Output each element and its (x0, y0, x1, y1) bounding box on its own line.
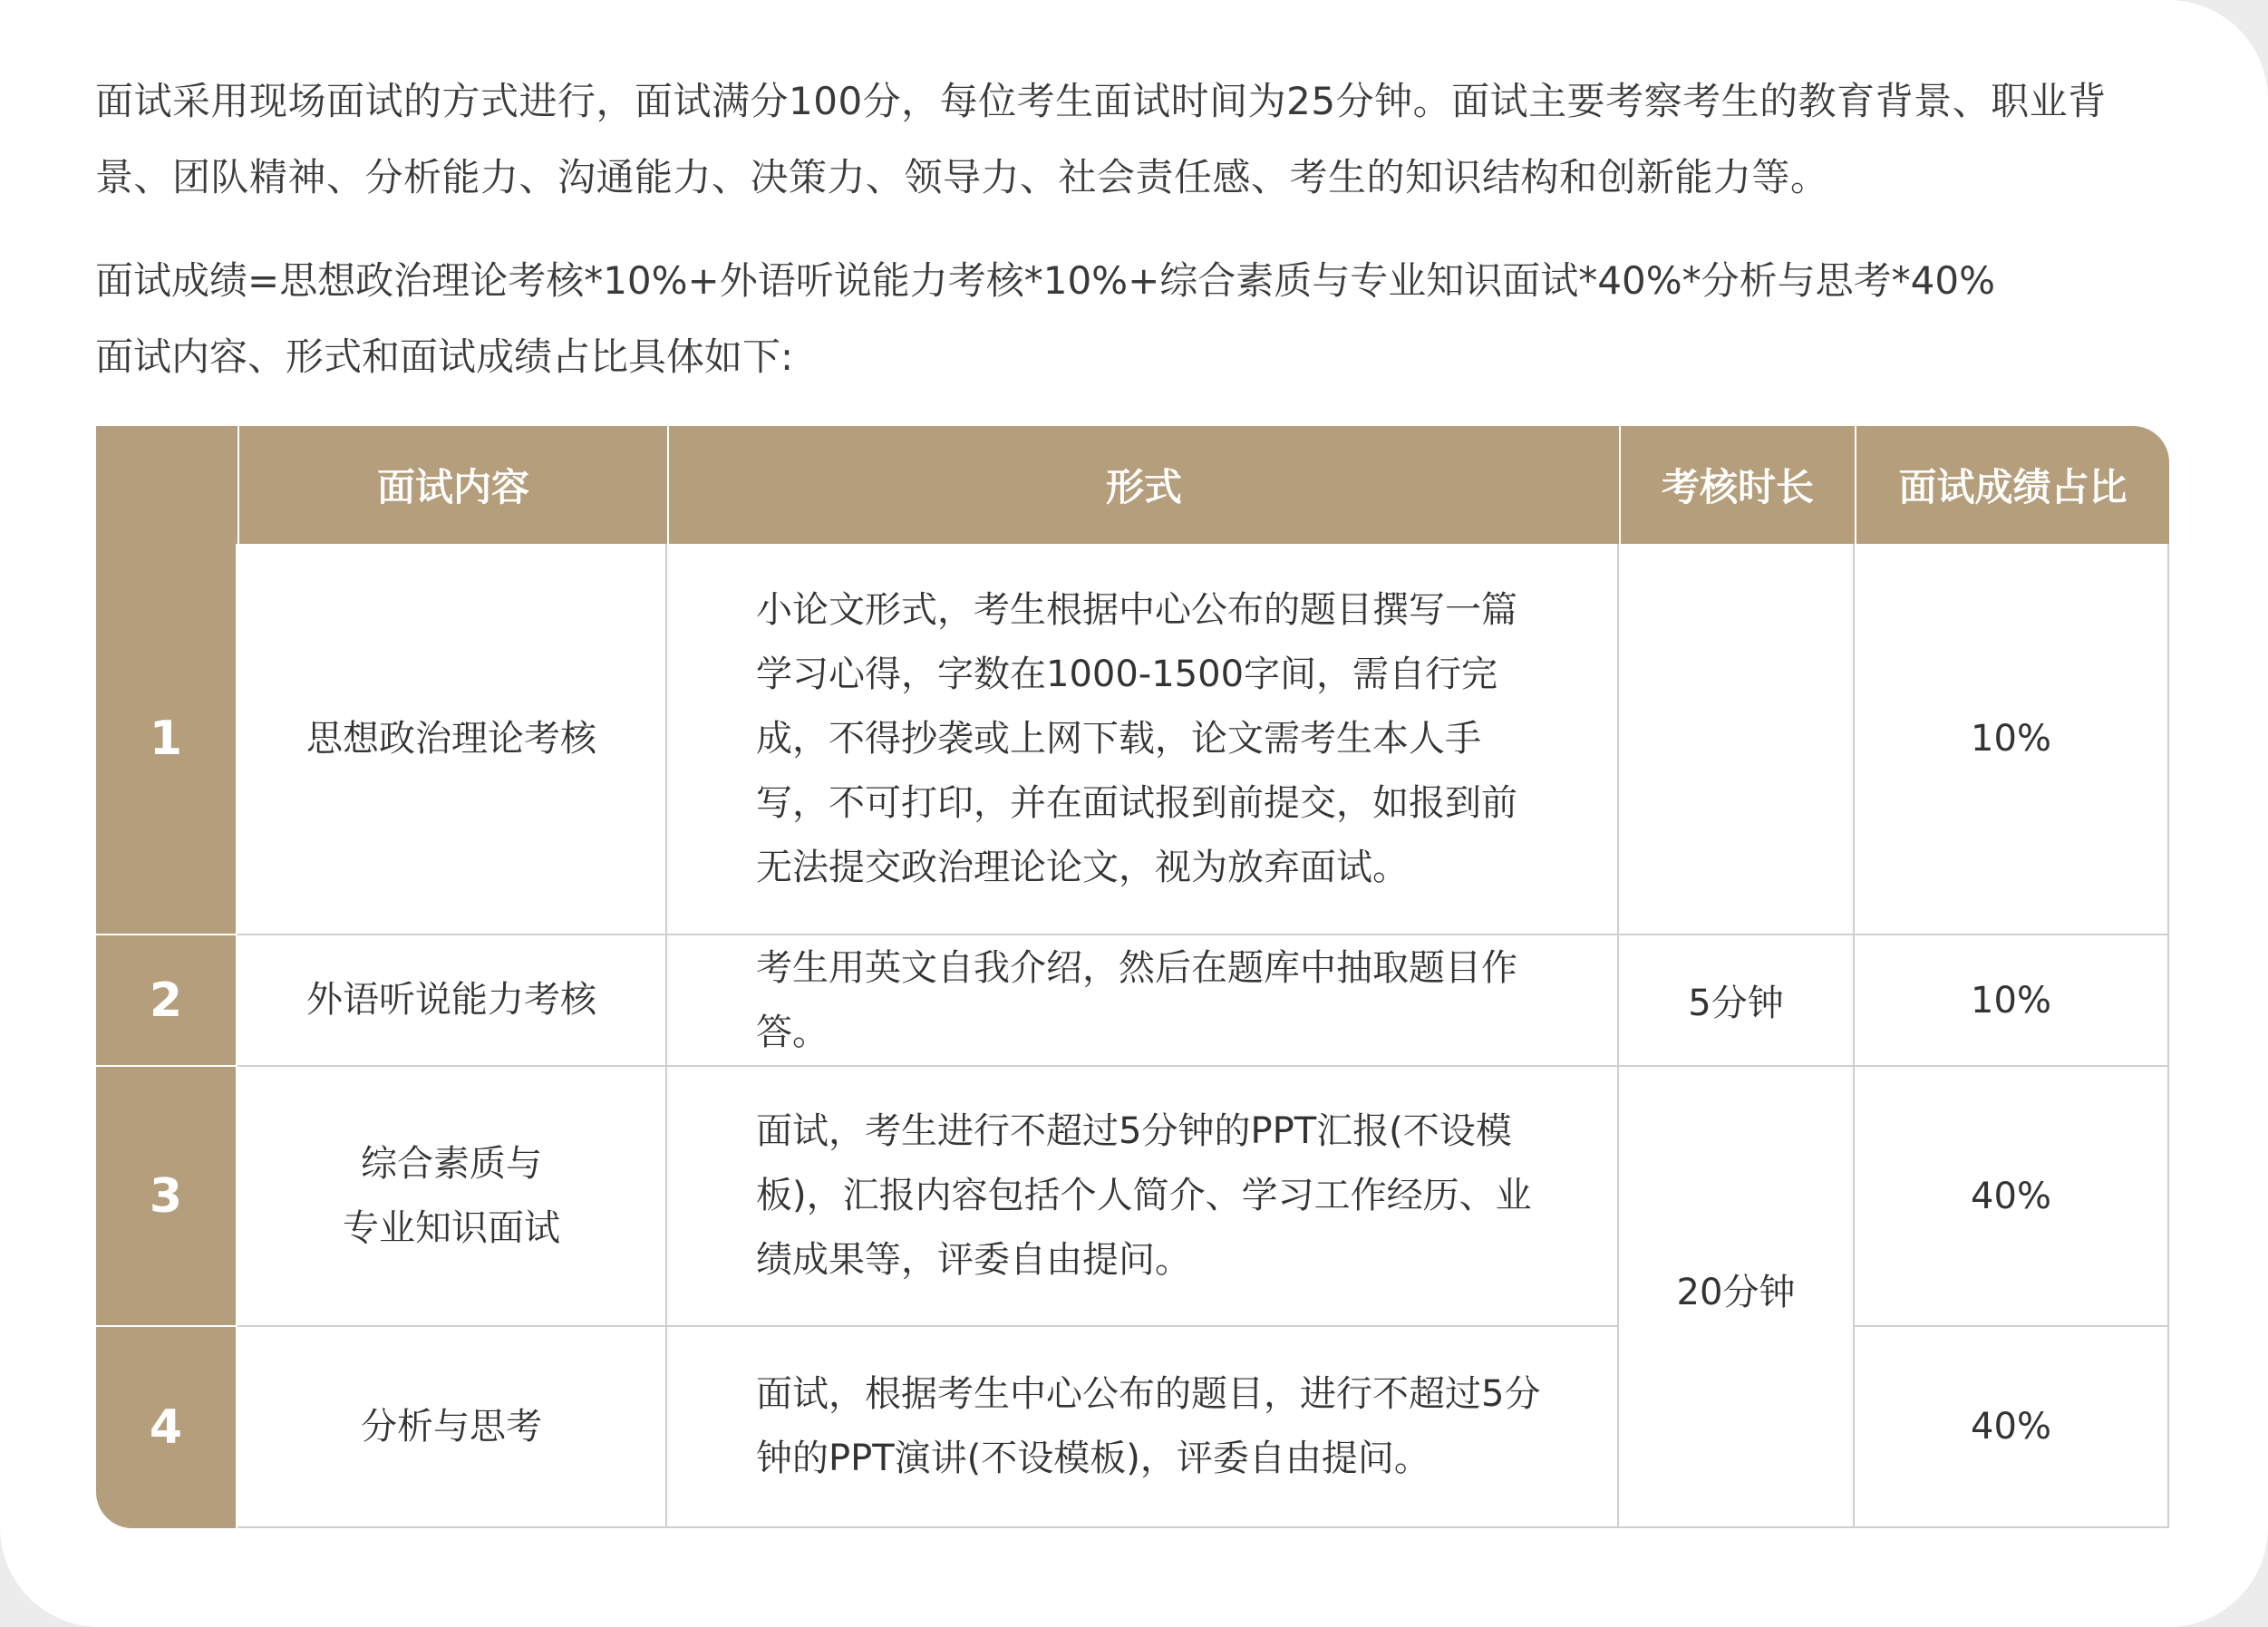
row-item (237, 1067, 667, 1327)
header-ratio: 面试成绩占比 (1855, 426, 2169, 544)
header-duration: 考核时长 (1619, 426, 1855, 544)
row-ratio: 40% (1855, 1067, 2169, 1327)
score-formula: 面试成绩=思想政治理论考核*10%+外语听说能力考核*10%+综合素质与专业知识面试*40%*分析与思考*40% (95, 258, 1995, 303)
table-lead-text: 面试内容、形式和面试成绩占比具体如下: (95, 334, 794, 379)
interview-table (96, 426, 2169, 1528)
table-header-row (96, 426, 2169, 544)
row-item-line: 专业知识面试 (343, 1206, 560, 1249)
duration-value: 20分钟 (1676, 1272, 1796, 1313)
row-item-line: 综合素质与 (361, 1142, 542, 1185)
row-number: 3 (96, 1067, 237, 1327)
intro-paragraph: 面试采用现场面试的方式进行，面试满分100分，每位考生面试时间为25分钟。面试主要考察考生的教育背景、职业背景、团队精神、分析能力、沟通能力、决策力、领导力、社会责任感、考生的知识结构和创新能力等。 (95, 79, 2107, 199)
row-form: 面试，根据考生中心公布的题目，进行不超过5分钟的PPT演讲(不设模板)，评委自由提问。 (667, 1327, 1619, 1528)
row-duration (1619, 544, 1855, 935)
row-form: 小论文形式，考生根据中心公布的题目撰写一篇学习心得，字数在1000-1500字间，需自行完成，不得抄袭或上网下载，论文需考生本人手写，不可打印，并在面试报到前提交，如报到前无法提交政治理论论文，视为放弃面试。 (667, 544, 1619, 935)
row-item: 外语听说能力考核 (237, 935, 667, 1067)
row-ratio: 10% (1855, 935, 2169, 1067)
table-row (96, 544, 2169, 935)
row-form: 面试，考生进行不超过5分钟的PPT汇报(不设模板)，汇报内容包括个人简介、学习工作经历、业绩成果等，评委自由提问。 (667, 1067, 1619, 1327)
header-index (96, 426, 237, 544)
header-form: 形式 (667, 426, 1619, 544)
row-item: 思想政治理论考核 (237, 544, 667, 935)
row-item: 分析与思考 (237, 1327, 667, 1528)
row-number: 4 (96, 1327, 237, 1528)
header-content: 面试内容 (237, 426, 667, 544)
row-duration-merged (1619, 1067, 1855, 1528)
row-duration: 5分钟 (1619, 935, 1855, 1067)
table-row (96, 1067, 2169, 1327)
row-form: 考生用英文自我介绍，然后在题库中抽取题目作答。 (667, 935, 1619, 1067)
table-row (96, 935, 2169, 1067)
table-row (96, 1327, 2169, 1528)
row-ratio: 40% (1855, 1327, 2169, 1528)
row-number: 2 (96, 935, 237, 1067)
row-number: 1 (96, 544, 237, 935)
row-ratio: 10% (1855, 544, 2169, 935)
